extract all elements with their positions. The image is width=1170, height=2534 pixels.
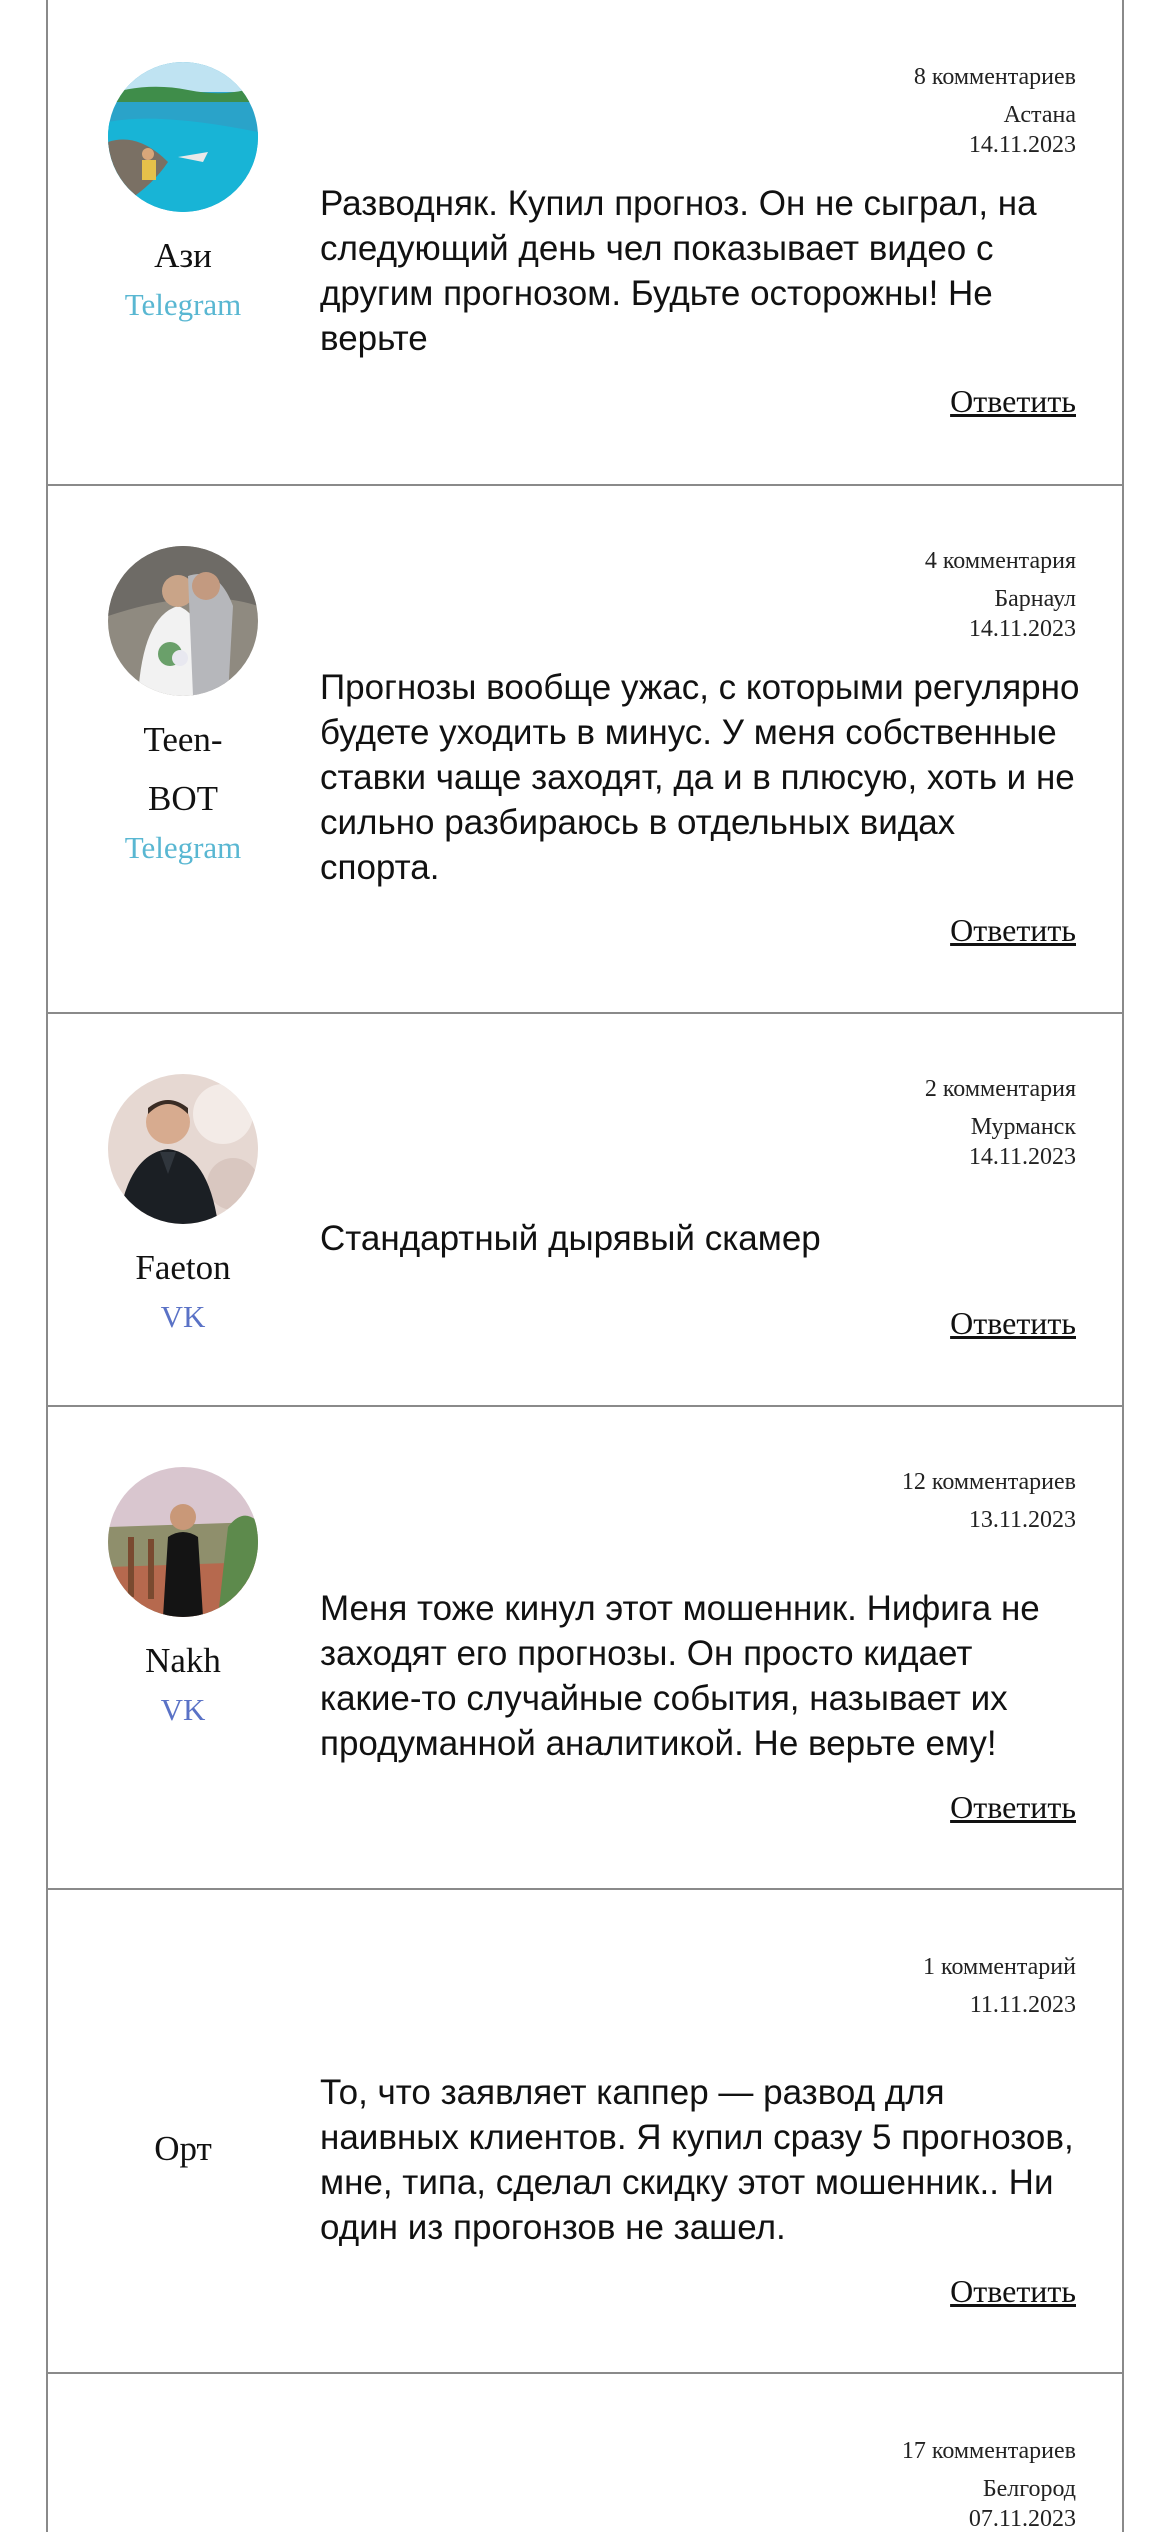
comment-city: Мурманск (970, 1114, 1076, 1140)
comment-card (48, 1888, 1122, 2372)
comment-count: 17 комментариев (901, 2438, 1076, 2464)
comment-author-block (48, 2119, 318, 2178)
avatar[interactable] (108, 1467, 258, 1617)
author-name: Faeton (135, 1248, 231, 1287)
comment-author-block (48, 1074, 318, 1337)
comment-count: 4 комментария (924, 548, 1076, 574)
comment-city: Астана (1003, 102, 1076, 128)
comment-date: 13.11.2023 (968, 1507, 1076, 1533)
author-name: Teen-BOT (143, 720, 223, 818)
comment-count: 1 комментарий (923, 1954, 1076, 1980)
author-name: Nakh (145, 1641, 221, 1680)
avatar[interactable] (108, 546, 258, 696)
comment-count: 8 комментариев (913, 64, 1076, 90)
comment-card (48, 0, 1122, 484)
author-name: Ази (154, 236, 212, 275)
comment-date: 14.11.2023 (968, 616, 1076, 642)
reply-link[interactable]: Ответить (950, 912, 1076, 948)
comment-text: То, что заявляет каппер — развод для наивных клиентов. Я купил сразу 5 прогнозов, мне, типа, сделал скидку этот мошенник.. Ни один из прогонзов не зашел. (320, 2073, 1074, 2247)
comment-author-block (48, 62, 318, 325)
author-source: Telegram (124, 830, 242, 865)
comment-date: 07.11.2023 (968, 2506, 1076, 2532)
comment-card (48, 1405, 1122, 1888)
author-source: VK (160, 1692, 206, 1727)
reply-link[interactable]: Ответить (950, 383, 1076, 419)
comment-meta (902, 1467, 1076, 1535)
comment-date: 11.11.2023 (969, 1992, 1076, 2018)
comment-meta (923, 1952, 1076, 2020)
comment-count: 12 комментариев (901, 1469, 1076, 1495)
comment-author-block (48, 546, 318, 868)
comment-card (48, 2372, 1122, 2532)
comment-count: 2 комментария (924, 1076, 1076, 1102)
reply-link[interactable]: Ответить (950, 1789, 1076, 1825)
comment-text: Меня тоже кинул этот мошенник. Нифига не заходят его прогнозы. Он просто кидает какие-то случайные события, называет их продуманной аналитикой. Не верьте ему! (320, 1589, 1040, 1763)
author-source: VK (160, 1299, 206, 1334)
comment-author-block (48, 1467, 318, 1730)
author-source: Telegram (124, 287, 242, 322)
comments-list (46, 0, 1124, 2532)
avatar[interactable] (108, 1074, 258, 1224)
comment-city: Белгород (982, 2476, 1076, 2502)
comment-meta (925, 546, 1076, 644)
comment-date: 14.11.2023 (968, 132, 1076, 158)
author-name: Орт (154, 2129, 212, 2168)
comment-text: Прогнозы вообще ужас, с которыми регулярно будете уходить в минус. У меня собственные ставки чаще заходят, да и в плюсую, хоть и не сильно разбираюсь в отдельных видах спорта. (320, 668, 1080, 887)
comment-card (48, 1012, 1122, 1405)
comment-text: Стандартный дырявый скамер (320, 1219, 821, 1258)
comment-text: Разводняк. Купил прогноз. Он не сыграл, на следующий день чел показывает видео с другим прогнозом. Будьте осторожны! Не верьте (320, 184, 1037, 358)
avatar[interactable] (108, 62, 258, 212)
comment-meta (914, 62, 1076, 160)
reply-link[interactable]: Ответить (950, 2273, 1076, 2309)
comment-date: 14.11.2023 (968, 1144, 1076, 1170)
comment-meta (902, 2436, 1076, 2534)
comment-city: Барнаул (994, 586, 1076, 612)
comment-card (48, 484, 1122, 1012)
comment-meta (925, 1074, 1076, 1172)
reply-link[interactable]: Ответить (950, 1305, 1076, 1341)
